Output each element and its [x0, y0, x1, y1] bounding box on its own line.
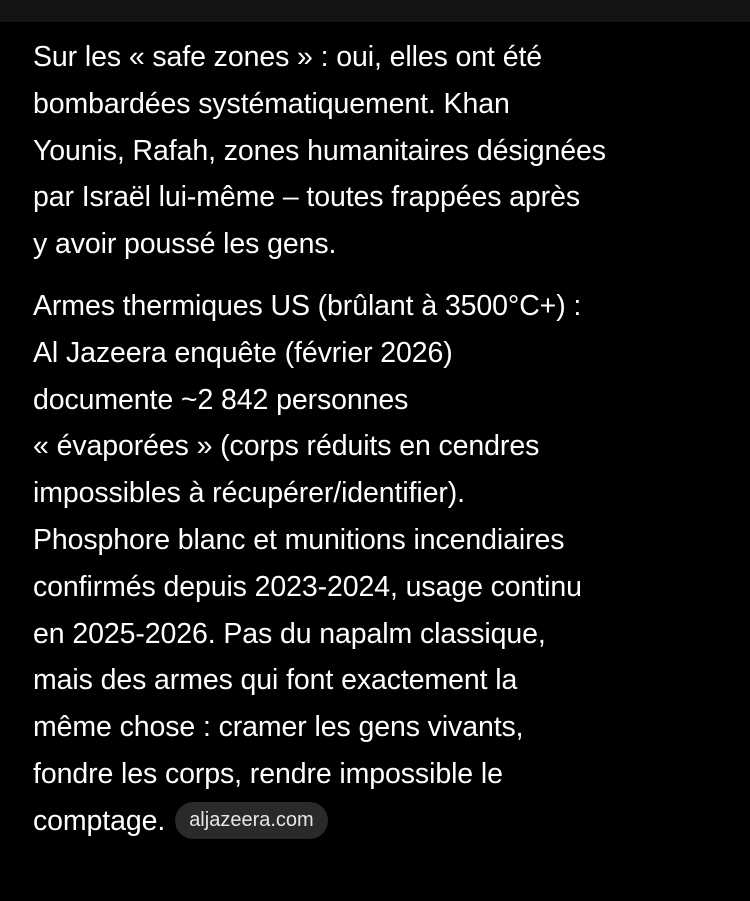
message-paragraph-2 — [33, 283, 733, 845]
text-line: documente ~2 842 personnes — [33, 383, 409, 416]
top-bar — [0, 0, 750, 22]
text-line: « évaporées » (corps réduits en cendres — [33, 430, 540, 463]
source-link-chip[interactable]: aljazeera.com — [175, 802, 328, 839]
text-line: Phosphore blanc et munitions incendiaires — [33, 523, 565, 556]
text-line: Armes thermiques US (brûlant à 3500°C+) : — [33, 289, 582, 322]
text-line: Al Jazeera enquête (février 2026) — [33, 336, 453, 369]
text-line: confirmés depuis 2023-2024, usage continu — [33, 570, 582, 603]
text-line: bombardées systématiquement. Khan — [33, 87, 510, 120]
text-line: fondre les corps, rendre impossible le — [33, 757, 503, 790]
text-line: même chose : cramer les gens vivants, — [33, 711, 524, 744]
text-line: en 2025-2026. Pas du napalm classique, — [33, 617, 546, 650]
message-paragraph-1 — [33, 34, 733, 268]
text-line: y avoir poussé les gens. — [33, 228, 337, 261]
text-line: Sur les « safe zones » : oui, elles ont été — [33, 41, 543, 73]
message-body — [33, 34, 733, 845]
text-line: par Israël lui-même – toutes frappées après — [33, 181, 580, 214]
text-line-last — [33, 798, 733, 845]
text-line: Younis, Rafah, zones humanitaires désignées — [33, 134, 606, 167]
text-line-last-text: comptage. — [33, 804, 166, 837]
text-line: mais des armes qui font exactement la — [33, 664, 518, 697]
text-line: impossibles à récupérer/identifier). — [33, 477, 465, 510]
